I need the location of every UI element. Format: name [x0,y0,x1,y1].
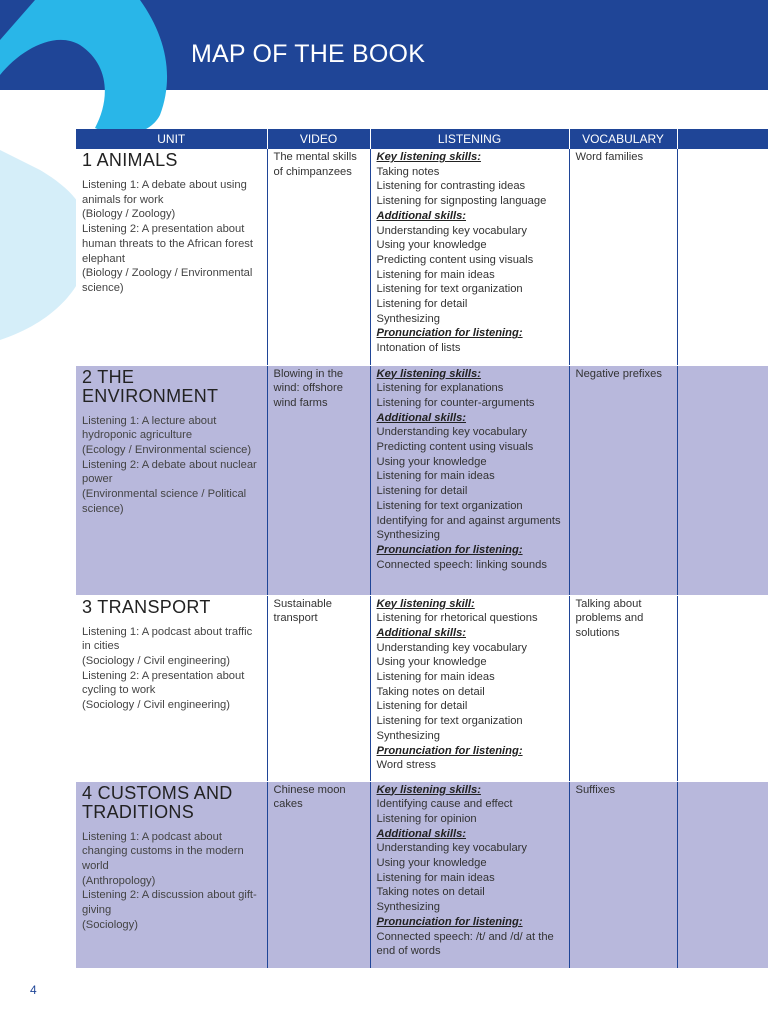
additional-skill-item: Understanding key vocabulary [376,842,527,855]
pronunciation-item: Connected speech: linking sounds [376,558,547,571]
additional-skill-item: Synthesizing [376,729,440,742]
additional-skill-item: Listening for text organization [376,499,523,512]
key-skill-item: Taking notes [376,165,440,178]
unit-description [82,830,262,933]
additional-skill-item: Synthesizing [376,901,440,914]
additional-skill-item: Listening for main ideas [376,671,495,684]
additional-skill-item: Using your knowledge [376,857,487,870]
extra-cell [677,149,768,365]
page-number: 4 [30,983,37,997]
unit-description-line: (Ecology / Environmental science) [82,443,252,456]
vocabulary-cell [569,149,677,365]
listening-cell [370,595,569,781]
additional-skills-label: Additional skills: [376,411,467,424]
unit-description-line: (Sociology) [82,918,138,931]
additional-skill-item: Using your knowledge [376,455,487,468]
key-skill-item: Listening for rhetorical questions [376,612,538,625]
table-header-row [76,129,768,149]
unit-description-line: Listening 1: A podcast about changing customs in the modern world [82,830,244,872]
pronunciation-item: Word stress [376,759,436,772]
additional-skill-item: Synthesizing [376,529,440,542]
unit-description-line: Listening 1: A debate about using animals for work [82,179,247,206]
additional-skill-item: Using your knowledge [376,239,487,252]
pronunciation-label: Pronunciation for listening: [376,744,523,757]
additional-skill-item: Listening for text organization [376,283,523,296]
unit-cell [76,781,267,968]
pronunciation-item: Connected speech: /t/ and /d/ at the end of words [376,930,554,958]
additional-skill-item: Synthesizing [376,312,440,325]
key-skill-item: Listening for signposting language [376,195,547,208]
key-skills-label: Key listening skills: [376,783,481,796]
vocabulary-text: Suffixes [575,783,616,796]
additional-skill-item: Predicting content using visuals [376,253,534,266]
unit-description [82,414,262,517]
pronunciation-label: Pronunciation for listening: [376,543,523,556]
key-skills-label: Key listening skills: [376,367,481,380]
unit-description-line: Listening 2: A debate about nuclear power [82,458,257,486]
listening-cell [370,781,569,968]
column-header-vocabulary: VOCABULARY [569,129,677,149]
additional-skill-item: Listening for detail [376,485,468,498]
additional-skill-item: Taking notes on detail [376,685,485,698]
map-table [76,129,768,969]
additional-skill-item: Understanding key vocabulary [376,426,527,439]
additional-skills-label: Additional skills: [376,626,467,639]
video-title: Blowing in the wind: offshore wind farms [273,367,344,409]
vocabulary-cell [569,595,677,781]
video-cell [267,781,370,968]
extra-cell [677,365,768,595]
listening-cell [370,149,569,365]
vocabulary-text: Talking about problems and solutions [575,597,644,639]
unit-row [76,781,768,968]
unit-description-line: Listening 1: A podcast about traffic in cities [82,625,253,653]
additional-skill-item: Understanding key vocabulary [376,641,527,654]
additional-skill-item: Listening for text organization [376,715,523,728]
video-cell [267,595,370,781]
additional-skill-item: Listening for main ideas [376,268,495,281]
unit-description-line: (Sociology / Civil engineering) [82,699,230,712]
unit-description-line: Listening 2: A presentation about human threats to the African forest elephant [82,223,254,265]
unit-title: 1 ANIMALS [82,150,178,170]
unit-description [82,178,262,296]
video-title: Sustainable transport [273,597,332,625]
key-skill-item: Listening for counter-arguments [376,396,535,409]
unit-description [82,625,262,713]
unit-title: 3 TRANSPORT [82,596,211,617]
unit-title: 2 THE ENVIRONMENT [82,366,219,406]
unit-description-line: (Environmental science / Political science) [82,488,247,515]
page-title: MAP OF THE BOOK [191,40,426,68]
key-skills-label: Key listening skills: [376,151,481,163]
key-skill-item: Identifying cause and effect [376,798,513,811]
column-header-extra [677,129,768,149]
unit-description-line: Listening 2: A discussion about gift-giving [82,889,257,917]
unit-description-line: (Biology / Zoology) [82,208,176,221]
unit-description-line: (Sociology / Civil engineering) [82,654,230,667]
vocabulary-cell [569,781,677,968]
pronunciation-label: Pronunciation for listening: [376,327,523,340]
additional-skill-item: Listening for detail [376,700,468,713]
key-skills-label: Key listening skill: [376,597,475,610]
key-skill-item: Listening for explanations [376,382,504,395]
key-skill-item: Listening for contrasting ideas [376,180,526,193]
additional-skills-label: Additional skills: [376,827,467,840]
vocabulary-cell [569,365,677,595]
listening-cell [370,365,569,595]
video-cell [267,149,370,365]
additional-skill-item: Taking notes on detail [376,886,485,899]
unit-description-line: (Anthropology) [82,874,156,887]
unit-cell [76,365,267,595]
column-header-listening: LISTENING [370,129,569,149]
additional-skill-item: Predicting content using visuals [376,441,534,454]
additional-skill-item: Identifying for and against arguments [376,514,561,527]
key-skill-item: Listening for opinion [376,812,477,825]
video-title: Chinese moon cakes [273,783,346,811]
additional-skill-item: Listening for detail [376,298,468,311]
extra-cell [677,781,768,968]
unit-cell [76,595,267,781]
unit-title: 4 CUSTOMS AND TRADITIONS [82,782,233,822]
extra-cell [677,595,768,781]
additional-skill-item: Understanding key vocabulary [376,224,527,237]
unit-row [76,595,768,781]
additional-skill-item: Listening for main ideas [376,470,495,483]
vocabulary-text: Word families [575,151,644,163]
column-header-video: VIDEO [267,129,370,149]
unit-description-line: (Biology / Zoology / Environmental science) [82,267,253,294]
vocabulary-text: Negative prefixes [575,367,662,380]
pronunciation-label: Pronunciation for listening: [376,915,523,928]
unit-row [76,365,768,595]
additional-skill-item: Listening for main ideas [376,871,495,884]
video-title: The mental skills of chimpanzees [273,151,357,178]
additional-skill-item: Using your knowledge [376,656,487,669]
video-cell [267,365,370,595]
column-header-unit: UNIT [76,129,267,149]
unit-cell [76,149,267,365]
unit-description-line: Listening 1: A lecture about hydroponic agriculture [82,414,217,442]
unit-row [76,149,768,365]
additional-skills-label: Additional skills: [376,209,467,222]
unit-description-line: Listening 2: A presentation about cycling to work [82,669,245,697]
pronunciation-item: Intonation of lists [376,342,461,355]
